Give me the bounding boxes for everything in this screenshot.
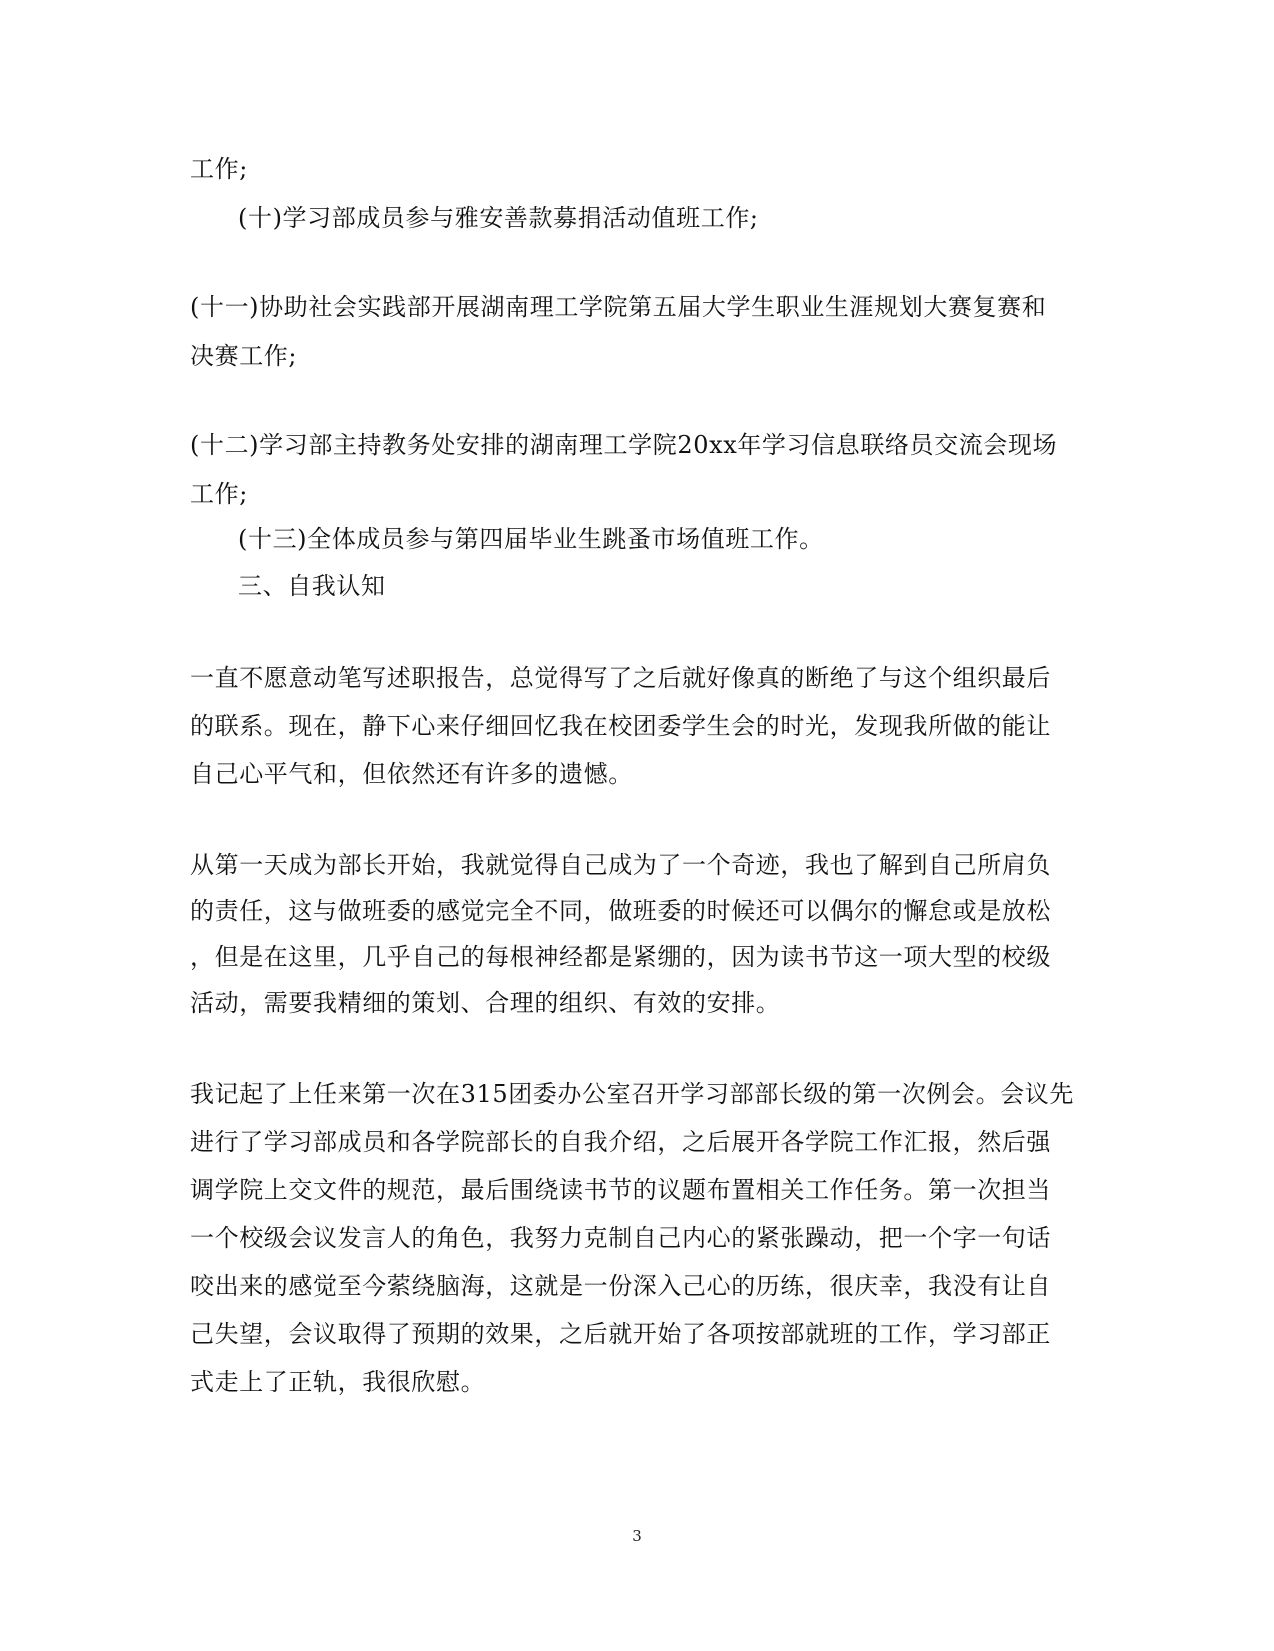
paragraph-2-line-1: 从第一天成为部长开始，我就觉得自己成为了一个奇迹，我也了解到自己所肩负 bbox=[190, 851, 1051, 879]
paragraph-3-line-5: 咬出来的感觉至今萦绕脑海，这就是一份深入己心的历练，很庆幸，我没有让自 bbox=[190, 1272, 1051, 1300]
paragraph-3-line-3: 调学院上交文件的规范，最后围绕读书节的议题布置相关工作任务。第一次担当 bbox=[190, 1176, 1051, 1204]
page-number: 3 bbox=[632, 1527, 642, 1545]
list-item-12-line-2: 工作; bbox=[190, 480, 248, 508]
paragraph-3-line-4: 一个校级会议发言人的角色，我努力克制自己内心的紧张躁动，把一个字一句话 bbox=[190, 1224, 1051, 1252]
list-item-11-line-2: 决赛工作; bbox=[190, 342, 298, 370]
paragraph-3-line-6: 己失望，会议取得了预期的效果，之后就开始了各项按部就班的工作，学习部正 bbox=[190, 1320, 1051, 1348]
list-item-10: (十)学习部成员参与雅安善款募捐活动值班工作; bbox=[238, 204, 759, 232]
paragraph-2-line-2: 的责任，这与做班委的感觉完全不同，做班委的时候还可以偶尔的懈怠或是放松 bbox=[190, 897, 1051, 925]
paragraph-1-line-3: 自己心平气和，但依然还有许多的遗憾。 bbox=[190, 760, 633, 788]
section-heading: 三、自我认知 bbox=[238, 572, 386, 600]
paragraph-line: 工作; bbox=[190, 155, 248, 183]
list-item-13: (十三)全体成员参与第四届毕业生跳蚤市场值班工作。 bbox=[238, 525, 824, 553]
list-item-12-line-1: (十二)学习部主持教务处安排的湖南理工学院20xx年学习信息联络员交流会现场 bbox=[190, 431, 1058, 459]
paragraph-1-line-1: 一直不愿意动笔写述职报告，总觉得写了之后就好像真的断绝了与这个组织最后 bbox=[190, 664, 1051, 692]
paragraph-3-line-1: 我记起了上任来第一次在315团委办公室召开学习部部长级的第一次例会。会议先 bbox=[190, 1080, 1075, 1108]
paragraph-3-line-7: 式走上了正轨，我很欣慰。 bbox=[190, 1368, 486, 1396]
paragraph-1-line-2: 的联系。现在，静下心来仔细回忆我在校团委学生会的时光，发现我所做的能让 bbox=[190, 712, 1051, 740]
list-item-11-line-1: (十一)协助社会实践部开展湖南理工学院第五届大学生职业生涯规划大赛复赛和 bbox=[190, 293, 1047, 321]
paragraph-3-line-2: 进行了学习部成员和各学院部长的自我介绍，之后展开各学院工作汇报，然后强 bbox=[190, 1128, 1051, 1156]
paragraph-2-line-4: 活动，需要我精细的策划、合理的组织、有效的安排。 bbox=[190, 989, 781, 1017]
paragraph-2-line-3: ，但是在这里，几乎自己的每根神经都是紧绷的，因为读书节这一项大型的校级 bbox=[190, 943, 1051, 971]
